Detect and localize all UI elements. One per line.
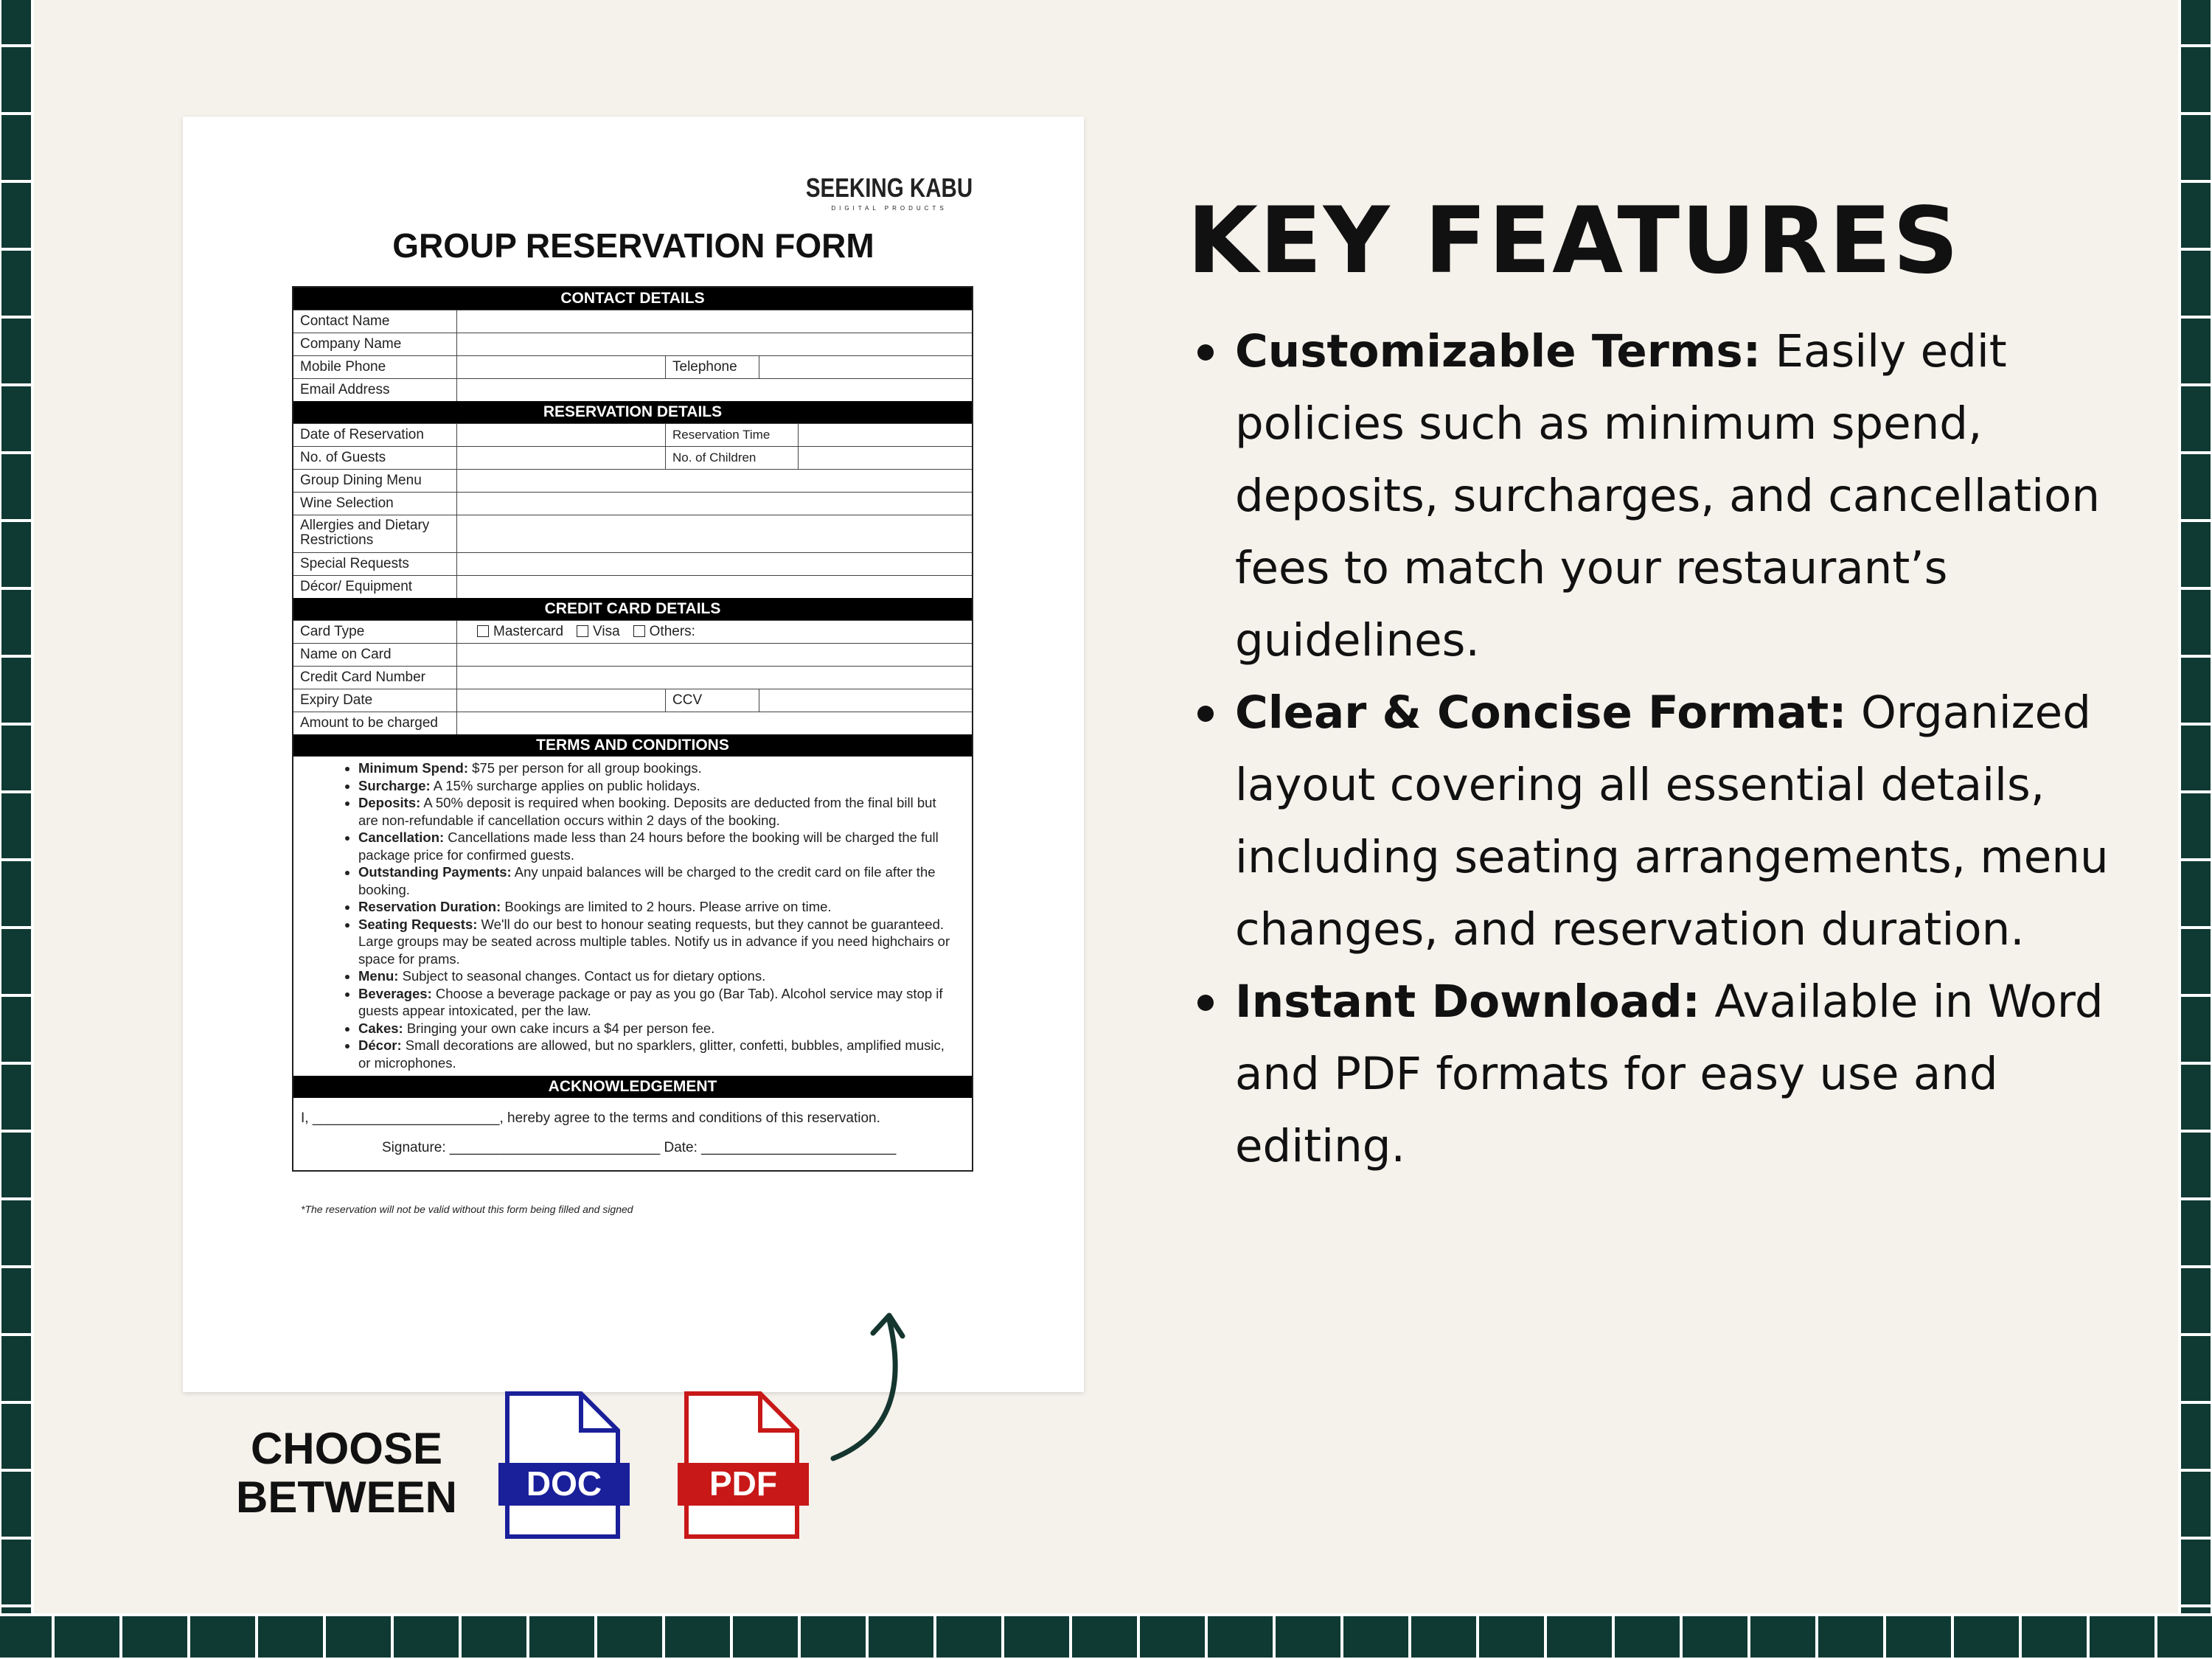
card-type-options	[457, 621, 972, 643]
term-text: A 15% surcharge applies on public holidays.	[430, 777, 700, 793]
frame-tile	[460, 1615, 528, 1659]
frame-tile	[2180, 588, 2212, 656]
field-input	[457, 470, 972, 492]
field-input	[457, 667, 972, 689]
field-input	[457, 689, 666, 712]
field-input	[799, 447, 972, 469]
reservation-header: RESERVATION DETAILS	[293, 401, 972, 423]
frame-tile	[1274, 1615, 1342, 1659]
frame-tile	[2180, 385, 2212, 453]
frame-tile	[1206, 1615, 1274, 1659]
form-row	[293, 643, 972, 666]
signature-line: Signature: ___________________________ Date: _________________________	[382, 1140, 897, 1155]
term-item	[358, 863, 957, 898]
frame-tile	[1138, 1615, 1206, 1659]
field-label: Company Name	[293, 333, 457, 355]
form-row	[293, 469, 972, 492]
checkbox-icon	[477, 625, 489, 637]
frame-tile	[0, 1335, 32, 1402]
frame-tile	[189, 1615, 257, 1659]
form-table	[292, 286, 973, 1172]
frame-tile	[0, 1470, 32, 1538]
term-text: We'll do our best to honour seating requests, but they cannot be guaranteed. Large groups may be seated across multiple tables. Notify us in advance if you need highchairs or space for prams.	[358, 916, 950, 967]
field-label: No. of Children	[666, 447, 799, 469]
frame-tile	[0, 0, 32, 46]
frame-tile	[0, 656, 32, 724]
frame-tile	[799, 1615, 867, 1659]
frame-tile	[1071, 1615, 1138, 1659]
frame-tile	[1410, 1615, 1478, 1659]
field-label: Décor/ Equipment	[293, 576, 457, 598]
terms-header: TERMS AND CONDITIONS	[293, 734, 972, 757]
term-text: Bookings are limited to 2 hours. Please arrive on time.	[501, 899, 832, 914]
form-row	[293, 689, 972, 712]
field-label: Name on Card	[293, 644, 457, 666]
form-row	[293, 333, 972, 355]
term-text: Bringing your own cake incurs a $4 per person fee.	[403, 1020, 715, 1036]
field-input	[457, 379, 972, 401]
feature-text: Easily edit policies such as minimum spend, deposits, surcharges, and cancellation fees to match your restaurant’s guidelines.	[1235, 325, 2100, 667]
frame-tile	[0, 453, 32, 521]
term-item	[358, 898, 957, 916]
frame-tile	[2180, 317, 2212, 385]
frame-tile	[2180, 724, 2212, 792]
term-item	[358, 794, 957, 829]
term-label: Minimum Spend:	[358, 760, 469, 776]
field-label: No. of Guests	[293, 447, 457, 469]
field-label: Contact Name	[293, 310, 457, 333]
frame-tile	[0, 385, 32, 453]
term-label: Seating Requests:	[358, 916, 478, 932]
term-item	[358, 985, 957, 1020]
field-input	[457, 644, 972, 666]
field-label: Reservation Time	[666, 424, 799, 446]
frame-tile	[0, 995, 32, 1063]
field-label: Wine Selection	[293, 493, 457, 515]
term-label: Décor:	[358, 1037, 402, 1053]
doc-label: DOC	[526, 1464, 602, 1503]
choose-line: CHOOSE	[250, 1424, 443, 1473]
bullet-icon	[1197, 344, 1214, 361]
form-row	[293, 552, 972, 575]
checkbox-icon	[577, 625, 588, 637]
brand-logo	[787, 173, 991, 212]
frame-tile	[0, 1131, 32, 1199]
doc-file-icon	[494, 1389, 634, 1544]
field-label: CCV	[666, 689, 759, 712]
field-input	[457, 424, 666, 446]
field-label: Telephone	[666, 356, 759, 378]
field-label: Email Address	[293, 379, 457, 401]
field-input	[457, 447, 666, 469]
frame-tile	[2180, 792, 2212, 860]
frame-tile	[0, 1063, 32, 1131]
frame-tile	[0, 1538, 32, 1606]
frame-tile	[2180, 181, 2212, 249]
frame-tile	[121, 1615, 189, 1659]
form-row	[293, 492, 972, 515]
term-text: Choose a beverage package or pay as you go (Bar Tab). Alcohol service may stop if guests appear intoxicated, per the law.	[358, 985, 943, 1018]
frame-tile	[0, 1267, 32, 1335]
frame-tile	[0, 249, 32, 317]
field-input	[457, 576, 972, 598]
terms-list	[338, 759, 957, 1071]
term-label: Beverages:	[358, 985, 432, 1001]
pdf-file-icon	[673, 1389, 813, 1544]
frame-tile	[731, 1615, 799, 1659]
ack-header: ACKNOWLEDGEMENT	[293, 1076, 972, 1098]
terms-body	[293, 757, 972, 1076]
frame-tile	[528, 1615, 596, 1659]
feature-title: Instant Download:	[1235, 975, 1700, 1028]
term-item	[358, 1020, 957, 1037]
frame-tile	[1681, 1615, 1749, 1659]
frame-tile	[2180, 521, 2212, 588]
form-row	[293, 620, 972, 643]
between-line: BETWEEN	[236, 1472, 457, 1522]
field-label: Allergies and Dietary Restrictions	[293, 515, 457, 552]
field-label: Expiry Date	[293, 689, 457, 712]
field-input	[457, 310, 972, 333]
field-input	[759, 356, 972, 378]
term-label: Deposits:	[358, 795, 421, 810]
card-header: CREDIT CARD DETAILS	[293, 598, 972, 620]
frame-tile	[1545, 1615, 1613, 1659]
term-item	[358, 829, 957, 863]
form-row	[293, 423, 972, 446]
features-list	[1194, 316, 2153, 1183]
frame-tile	[392, 1615, 460, 1659]
frame-tile	[0, 46, 32, 114]
frame-tile	[0, 860, 32, 928]
form-row	[293, 666, 972, 689]
option-label: Others:	[649, 624, 695, 639]
feature-text: Organized layout covering all essential details, including seating arrangements, menu changes, and reservation duration.	[1235, 686, 2109, 956]
term-label: Reservation Duration:	[358, 899, 501, 914]
term-item	[358, 916, 957, 968]
field-input	[457, 493, 972, 515]
pdf-label: PDF	[709, 1464, 777, 1503]
frame-tile	[596, 1615, 664, 1659]
feature-item	[1194, 316, 2153, 677]
frame-tile	[0, 114, 32, 181]
frame-tile	[53, 1615, 121, 1659]
option-label: Visa	[593, 624, 620, 639]
frame-tile	[2180, 1131, 2212, 1199]
frame-tile	[1613, 1615, 1681, 1659]
frame-tile	[0, 317, 32, 385]
field-input	[759, 689, 972, 712]
frame-tile	[0, 928, 32, 995]
form-row	[293, 378, 972, 401]
field-label: Special Requests	[293, 553, 457, 575]
form-row	[293, 515, 972, 552]
field-input	[457, 712, 972, 734]
frame-tile	[0, 1615, 53, 1659]
term-text: Cancellations made less than 24 hours before the booking will be charged the full package price for confirmed guests.	[358, 830, 939, 863]
frame-tile	[1952, 1615, 2020, 1659]
choose-between-label	[221, 1425, 472, 1522]
frame-tile	[2180, 656, 2212, 724]
term-label: Cancellation:	[358, 830, 445, 845]
frame-tile	[2180, 0, 2212, 46]
form-title: GROUP RESERVATION FORM	[392, 226, 874, 265]
frame-tile	[2180, 995, 2212, 1063]
term-text: Any unpaid balances will be charged to the credit card on file after the booking.	[358, 864, 936, 897]
field-label: Date of Reservation	[293, 424, 457, 446]
field-input	[799, 424, 972, 446]
frame-tile	[2156, 1615, 2212, 1659]
frame-tile	[2180, 249, 2212, 317]
term-label: Menu:	[358, 968, 399, 984]
curved-arrow-icon	[826, 1305, 922, 1467]
frame-tile	[324, 1615, 392, 1659]
frame-tile	[2180, 1267, 2212, 1335]
ack-body	[293, 1098, 972, 1170]
frame-tile	[0, 1402, 32, 1470]
form-row	[293, 446, 972, 469]
field-input	[457, 515, 972, 552]
field-label: Amount to be charged	[293, 712, 457, 734]
term-label: Surcharge:	[358, 777, 431, 793]
frame-tile	[2180, 1470, 2212, 1538]
frame-tile	[2180, 1063, 2212, 1131]
frame-tile	[867, 1615, 935, 1659]
form-row	[293, 310, 972, 333]
term-text: A 50% deposit is required when booking. Deposits are deducted from the final bill but are non-refundable if cancellation occurs within 2 days of the booking.	[358, 795, 936, 828]
feature-text: Available in Word and PDF formats for easy use and editing.	[1235, 975, 2104, 1172]
contact-header: CONTACT DETAILS	[293, 288, 972, 310]
feature-item	[1194, 966, 2153, 1183]
frame-tile	[0, 1199, 32, 1267]
frame-tile	[2088, 1615, 2156, 1659]
feature-title: Clear & Concise Format:	[1235, 686, 1847, 739]
option-label: Mastercard	[493, 624, 564, 639]
ack-statement: I, ________________________, hereby agree to the terms and conditions of this reservation.	[301, 1110, 880, 1126]
checkbox-icon	[633, 625, 645, 637]
field-input	[457, 333, 972, 355]
field-label: Mobile Phone	[293, 356, 457, 378]
feature-item	[1194, 677, 2153, 966]
frame-tile	[0, 588, 32, 656]
form-row	[293, 712, 972, 734]
frame-tile	[0, 521, 32, 588]
frame-tile	[2180, 114, 2212, 181]
feature-title: Customizable Terms:	[1235, 325, 1761, 378]
frame-tile	[2180, 1402, 2212, 1470]
field-input	[457, 356, 666, 378]
frame-tile	[2180, 1199, 2212, 1267]
term-item	[358, 759, 957, 777]
field-label: Card Type	[293, 621, 457, 643]
term-text: Subject to seasonal changes. Contact us for dietary options.	[398, 968, 766, 984]
frame-tile	[257, 1615, 324, 1659]
term-text: $75 per person for all group bookings.	[468, 760, 702, 776]
term-label: Cakes:	[358, 1020, 403, 1036]
frame-tile	[935, 1615, 1003, 1659]
term-item	[358, 967, 957, 985]
frame-tile	[1003, 1615, 1071, 1659]
frame-tile	[2180, 928, 2212, 995]
brand-subtitle: DIGITAL PRODUCTS	[831, 205, 947, 212]
frame-tile	[1478, 1615, 1545, 1659]
frame-tile	[2020, 1615, 2088, 1659]
frame-tile	[1749, 1615, 1817, 1659]
footnote: *The reservation will not be valid without this form being filled and signed	[301, 1203, 633, 1215]
bullet-icon	[1197, 706, 1214, 722]
frame-tile	[1885, 1615, 1952, 1659]
key-features-heading: KEY FEATURES	[1187, 188, 1961, 294]
brand-name: SEEKING KABU	[805, 173, 973, 203]
form-row	[293, 355, 972, 378]
term-text: Small decorations are allowed, but no sparklers, glitter, confetti, bubbles, amplified music, or microphones.	[358, 1037, 945, 1071]
field-label: Credit Card Number	[293, 667, 457, 689]
frame-tile	[0, 181, 32, 249]
frame-tile	[2180, 453, 2212, 521]
form-row	[293, 575, 972, 598]
term-item	[358, 1037, 957, 1071]
frame-tile	[0, 724, 32, 792]
term-item	[358, 777, 957, 795]
bullet-icon	[1197, 995, 1214, 1011]
frame-tile	[2180, 1335, 2212, 1402]
frame-tile	[664, 1615, 731, 1659]
frame-tile	[1342, 1615, 1410, 1659]
frame-tile	[2180, 860, 2212, 928]
frame-tile	[2180, 1538, 2212, 1606]
form-preview	[183, 116, 1084, 1392]
term-label: Outstanding Payments:	[358, 864, 512, 880]
field-label: Group Dining Menu	[293, 470, 457, 492]
frame-tile	[1817, 1615, 1885, 1659]
frame-tile	[0, 792, 32, 860]
frame-tile	[2180, 46, 2212, 114]
field-input	[457, 553, 972, 575]
